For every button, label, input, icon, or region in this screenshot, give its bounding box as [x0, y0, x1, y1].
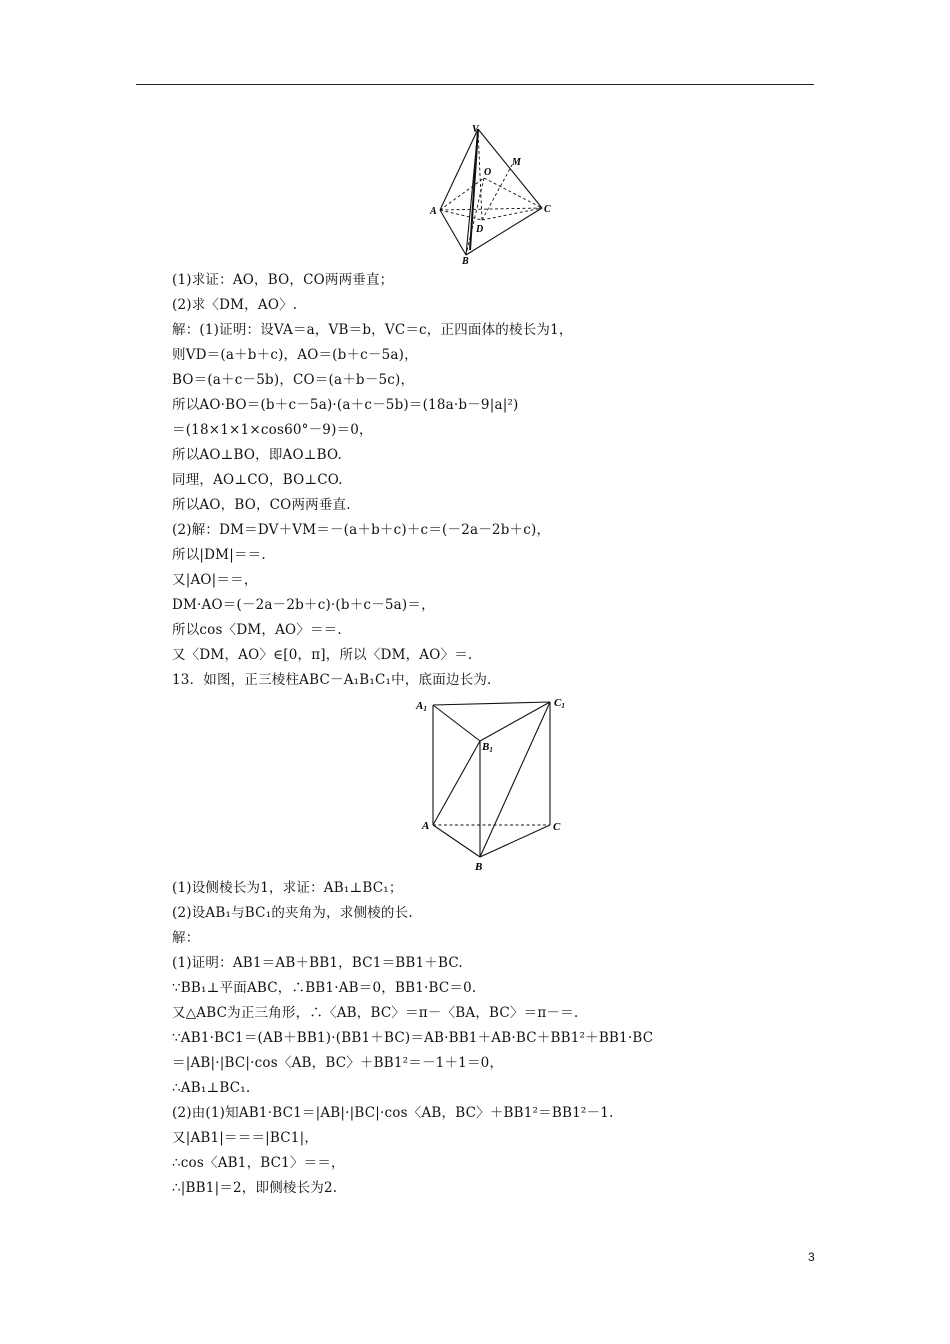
diag-AB1 [433, 741, 480, 825]
label-B1: B1 [482, 741, 493, 754]
label-D: D [476, 224, 484, 235]
text-line: (2)求〈DM，AO〉. [172, 297, 298, 313]
edge-BC [480, 825, 550, 857]
label-B: B [475, 861, 483, 873]
text-line: ∵BB₁⊥平面ABC，∴BB1·AB＝0，BB1·BC＝0. [172, 980, 477, 996]
header-rule [136, 84, 814, 85]
text-line: 所以|DM|＝＝. [172, 547, 266, 563]
text-line: 又|AO|＝＝， [172, 572, 258, 588]
label-B: B [462, 256, 469, 265]
page-number: 3 [808, 1250, 815, 1264]
text-line: ∵AB1·BC1＝(AB＋BB1)·(BB1＋BC)＝AB·BB1＋AB·BC＋BB1²＋BB1·BC [172, 1030, 654, 1046]
text-line: 同理，AO⊥CO，BO⊥CO. [172, 472, 343, 488]
text-line: 所以AO·BO＝(b＋c－5a)·(a＋c－5b)＝(18a·b－9|a|²) [172, 397, 519, 413]
text-line: 所以AO，BO，CO两两垂直. [172, 497, 351, 513]
text-line: 解：(1)证明：设VA＝a，VB＝b，VC＝c，正四面体的棱长为1， [172, 322, 573, 338]
text-line: ∴cos〈AB1，BC1〉＝＝， [172, 1155, 345, 1171]
text-line: 又△ABC为正三角形，∴〈AB，BC〉＝π－〈BA，BC〉＝π－＝. [172, 1005, 579, 1021]
edge-VA [440, 129, 478, 210]
edge-AC [440, 208, 542, 210]
text-line: 所以AO⊥BO，即AO⊥BO. [172, 447, 343, 463]
text-line: 所以cos〈DM，AO〉＝＝. [172, 622, 342, 638]
label-C: C [553, 821, 561, 833]
label-M: M [512, 157, 521, 168]
text-line: (1)求证：AO，BO，CO两两垂直； [172, 272, 394, 288]
text-line: (2)设AB₁与BC₁的夹角为，求侧棱的长. [172, 905, 413, 921]
text-line: 则VD＝(a＋b＋c)，AO＝(b＋c－5a)， [172, 347, 418, 363]
edge-AB [440, 210, 466, 255]
text-line: (1)证明：AB1＝AB＋BB1，BC1＝BB1＋BC. [172, 955, 463, 971]
text-line: (2)由(1)知AB1·BC1＝|AB|·|BC|·cos〈AB，BC〉＋BB1²＝BB1²－1. [172, 1105, 614, 1121]
label-A: A [430, 206, 437, 217]
seg-OC [484, 178, 542, 208]
text-line: BO＝(a＋c－5b)，CO＝(a＋b－5c)， [172, 372, 415, 388]
text-line: (1)设侧棱长为1，求证：AB₁⊥BC₁； [172, 880, 403, 896]
text-line: 又|AB1|＝＝＝|BC1|， [172, 1130, 319, 1146]
label-C: C [544, 204, 551, 215]
problem-13-heading: 13．如图，正三棱柱ABC－A₁B₁C₁中，底面边长为. [172, 672, 492, 688]
seg-AD [440, 210, 482, 220]
text-line: 解： [172, 930, 200, 946]
text-line: ∴AB₁⊥BC₁. [172, 1080, 251, 1096]
label-C1: C1 [554, 697, 565, 710]
edge-A1C1 [433, 702, 550, 705]
label-A1: A1 [416, 700, 427, 713]
text-line: (2)解：DM＝DV＋VM＝－(a＋b＋c)＋c＝(－2a－2b＋c)， [172, 522, 551, 538]
seg-VD [478, 129, 482, 220]
edge-AB [433, 825, 480, 857]
prism-figure [410, 695, 570, 875]
edge-B1C1 [480, 702, 550, 741]
label-A: A [422, 820, 430, 832]
tetrahedron-figure [420, 120, 560, 265]
text-line: ＝|AB|·|BC|·cos〈AB，BC〉＋BB1²＝－1＋1＝0， [172, 1055, 504, 1071]
text-line: ＝(18×1×1×cos60°－9)＝0， [172, 422, 373, 438]
label-V: V [472, 124, 479, 135]
label-O: O [484, 167, 492, 178]
text-line: 又〈DM，AO〉∈[0，π]，所以〈DM，AO〉＝. [172, 647, 473, 663]
edge-A1B1 [433, 705, 480, 741]
text-line: ∴|BB1|＝2，即侧棱长为2. [172, 1180, 338, 1196]
diag-BC1 [480, 702, 550, 857]
text-line: DM·AO＝(－2a－2b＋c)·(b＋c－5a)＝， [172, 597, 435, 613]
